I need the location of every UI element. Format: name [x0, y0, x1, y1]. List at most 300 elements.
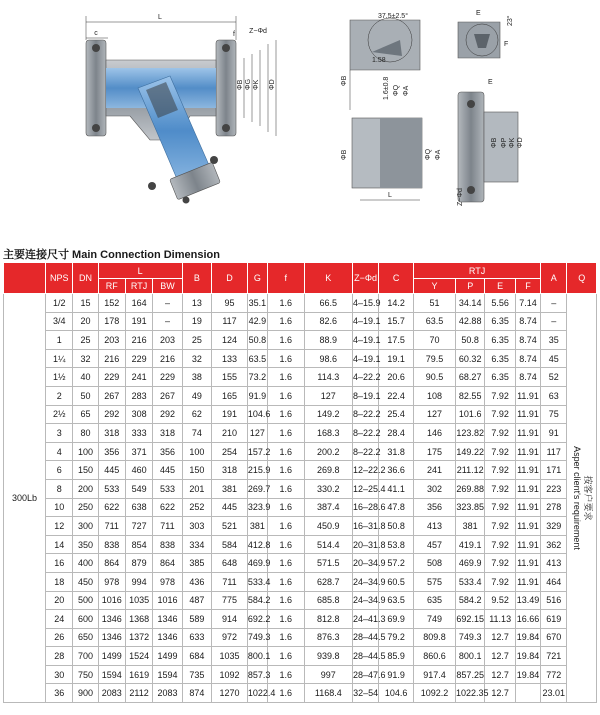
- table-cell: 19.84: [515, 628, 540, 647]
- table-cell: 69.9: [379, 610, 414, 629]
- table-cell: –: [541, 294, 567, 313]
- table-cell: 508: [413, 554, 455, 573]
- table-cell: 584: [212, 535, 248, 554]
- table-row: [4, 349, 597, 368]
- table-cell: 533.4: [455, 572, 484, 591]
- table-cell: 28–47.6: [352, 665, 378, 684]
- table-cell: 28.4: [379, 424, 414, 443]
- table-cell: 91: [541, 424, 567, 443]
- table-cell: 1016: [153, 591, 182, 610]
- table-cell: 6.35: [485, 349, 515, 368]
- table-cell: 229: [125, 349, 152, 368]
- table-cell: 127: [413, 405, 455, 424]
- table-cell: 16: [46, 554, 73, 573]
- table-cell: 330.2: [304, 479, 352, 498]
- header-cell: K: [304, 263, 352, 294]
- table-cell: 514.4: [304, 535, 352, 554]
- table-cell: 1092: [212, 665, 248, 684]
- table-cell: 42.9: [247, 312, 267, 331]
- table-cell: 269.8: [304, 461, 352, 480]
- table-cell: 7.92: [485, 461, 515, 480]
- table-cell: 117: [541, 442, 567, 461]
- table-cell: 171: [541, 461, 567, 480]
- table-cell: 16–28.6: [352, 498, 378, 517]
- table-cell: 157.2: [247, 442, 267, 461]
- table-cell: 1.6: [267, 479, 304, 498]
- table-cell: 1.6: [267, 368, 304, 387]
- table-cell: 1594: [153, 665, 182, 684]
- table-cell: 19.84: [515, 647, 540, 666]
- rtj-phiB-label: ΦB: [491, 137, 498, 148]
- table-cell: 900: [73, 684, 98, 703]
- table-cell: 20.6: [379, 368, 414, 387]
- table-cell: 200: [73, 479, 98, 498]
- table-row: [4, 405, 597, 424]
- table-cell: 101.6: [455, 405, 484, 424]
- rtj-z-label: Z−Φd: [457, 188, 464, 206]
- weld-end-detail: [341, 12, 420, 110]
- table-cell: 318: [153, 424, 182, 443]
- table-cell: 6.35: [485, 331, 515, 350]
- subheader-cell: F: [515, 279, 540, 294]
- table-cell: 12.7: [485, 647, 515, 666]
- table-cell: 445: [98, 461, 125, 480]
- table-cell: 1022.4: [247, 684, 267, 703]
- table-cell: 460: [125, 461, 152, 480]
- q-note-cn: 按客户要求: [582, 475, 593, 521]
- table-cell: 1½: [46, 368, 73, 387]
- table-row: [4, 498, 597, 517]
- table-cell: 1.6: [267, 684, 304, 703]
- table-cell: 11.91: [515, 405, 540, 424]
- rtj-groove-detail: [458, 10, 514, 58]
- table-cell: 692.2: [247, 610, 267, 629]
- strainer-main-view: [86, 14, 276, 204]
- table-cell: 18: [46, 572, 73, 591]
- table-cell: 216: [153, 349, 182, 368]
- table-cell: 711: [212, 572, 248, 591]
- table-cell: 721: [541, 647, 567, 666]
- table-cell: 175: [413, 442, 455, 461]
- table-cell: 11.91: [515, 461, 540, 480]
- table-cell: 165: [212, 386, 248, 405]
- table-cell: 381: [212, 479, 248, 498]
- table-cell: 3: [46, 424, 73, 443]
- table-cell: 4: [46, 442, 73, 461]
- table-cell: 114.3: [304, 368, 352, 387]
- table-row: [4, 479, 597, 498]
- table-cell: 749.3: [247, 628, 267, 647]
- table-cell: [515, 684, 540, 703]
- table-cell: 670: [541, 628, 567, 647]
- table-cell: 24: [46, 610, 73, 629]
- table-cell: 1.6: [267, 331, 304, 350]
- table-cell: 1.6: [267, 442, 304, 461]
- table-cell: 34.14: [455, 294, 484, 313]
- table-cell: 1.6: [267, 312, 304, 331]
- table-cell: 735: [182, 665, 211, 684]
- table-cell: 10: [46, 498, 73, 517]
- table-cell: 711: [153, 517, 182, 536]
- table-cell: 7.92: [485, 442, 515, 461]
- table-cell: 1346: [153, 610, 182, 629]
- table-cell: 516: [541, 591, 567, 610]
- table-row: [4, 535, 597, 554]
- table-cell: 20: [46, 591, 73, 610]
- table-cell: 1.6: [267, 572, 304, 591]
- table-cell: 300: [73, 517, 98, 536]
- table-cell: 914: [212, 610, 248, 629]
- table-cell: 323.85: [455, 498, 484, 517]
- table-cell: 362: [541, 535, 567, 554]
- table-cell: 11.91: [515, 517, 540, 536]
- table-cell: 100: [182, 442, 211, 461]
- table-row: [4, 517, 597, 536]
- rtj-E-label: E: [476, 10, 481, 17]
- table-cell: 333: [125, 424, 152, 443]
- table-header-row: [4, 263, 597, 279]
- table-cell: 356: [98, 442, 125, 461]
- table-cell: 267: [153, 386, 182, 405]
- table-cell: 53.8: [379, 535, 414, 554]
- table-cell: 308: [125, 405, 152, 424]
- table-cell: 972: [212, 628, 248, 647]
- table-cell: 864: [98, 554, 125, 573]
- table-cell: 32: [73, 349, 98, 368]
- table-cell: 75: [541, 405, 567, 424]
- table-cell: 413: [413, 517, 455, 536]
- subheader-cell: P: [455, 279, 484, 294]
- table-cell: 387.4: [304, 498, 352, 517]
- table-cell: 1499: [153, 647, 182, 666]
- subheader-cell: Y: [413, 279, 455, 294]
- table-cell: 1035: [125, 591, 152, 610]
- table-cell: 638: [125, 498, 152, 517]
- table-cell: 20–34.9: [352, 554, 378, 573]
- table-cell: 91.9: [247, 386, 267, 405]
- table-cell: 15: [73, 294, 98, 313]
- table-row: [4, 424, 597, 443]
- section-title: 主要连接尺寸 Main Connection Dimension: [3, 249, 220, 261]
- table-cell: 11.91: [515, 572, 540, 591]
- table-cell: 1168.4: [304, 684, 352, 703]
- rtj-angle-label: 23°: [507, 15, 514, 26]
- table-cell: 45: [541, 349, 567, 368]
- table-cell: 31.8: [379, 442, 414, 461]
- table-cell: 1.6: [267, 405, 304, 424]
- table-cell: 8: [46, 479, 73, 498]
- table-cell: 269.88: [455, 479, 484, 498]
- table-cell: 1346: [153, 628, 182, 647]
- table-cell: 57.2: [379, 554, 414, 573]
- table-cell: 1.6: [267, 647, 304, 666]
- table-cell: 6.35: [485, 312, 515, 331]
- table-cell: 772: [541, 665, 567, 684]
- table-cell: 692.15: [455, 610, 484, 629]
- table-row: [4, 684, 597, 703]
- table-cell: 12–22.2: [352, 461, 378, 480]
- table-cell: 3/4: [46, 312, 73, 331]
- table-cell: 50: [73, 386, 98, 405]
- dim-phiD-label: ΦD: [269, 79, 276, 90]
- table-cell: 82.6: [304, 312, 352, 331]
- table-cell: 22.4: [379, 386, 414, 405]
- header-cell: B: [182, 263, 211, 294]
- table-cell: 254: [212, 442, 248, 461]
- table-cell: –: [541, 312, 567, 331]
- table-cell: 1: [46, 331, 73, 350]
- table-row: [4, 312, 597, 331]
- table-cell: 589: [182, 610, 211, 629]
- table-row: [4, 368, 597, 387]
- table-cell: 11.91: [515, 535, 540, 554]
- table-row: [4, 386, 597, 405]
- table-cell: 1.6: [267, 554, 304, 573]
- root-face-label: 1.58: [372, 57, 386, 64]
- header-cell: Q: [567, 263, 597, 294]
- table-cell: 4–19.1: [352, 312, 378, 331]
- rtj-flange-section: [457, 79, 524, 206]
- header-cell: D: [212, 263, 248, 294]
- table-cell: 6.35: [485, 368, 515, 387]
- phiB-rf-label: ΦB: [341, 149, 348, 160]
- table-cell: 124: [212, 331, 248, 350]
- table-cell: 62: [182, 405, 211, 424]
- table-cell: 16–31.8: [352, 517, 378, 536]
- table-cell: 1499: [98, 647, 125, 666]
- table-cell: 318: [212, 461, 248, 480]
- table-cell: 635: [413, 591, 455, 610]
- table-cell: 381: [455, 517, 484, 536]
- table-cell: 23.01: [541, 684, 567, 703]
- table-cell: 302: [413, 479, 455, 498]
- table-cell: 419.1: [455, 535, 484, 554]
- table-cell: 323.9: [247, 498, 267, 517]
- table-cell: 191: [212, 405, 248, 424]
- table-cell: 413: [541, 554, 567, 573]
- table-cell: 223: [541, 479, 567, 498]
- table-cell: 24–41.3: [352, 610, 378, 629]
- table-cell: 8–22.2: [352, 405, 378, 424]
- table-row: [4, 331, 597, 350]
- table-cell: 155: [212, 368, 248, 387]
- table-cell: 241: [125, 368, 152, 387]
- table-cell: 13: [182, 294, 211, 313]
- table-cell: 4–22.2: [352, 368, 378, 387]
- table-cell: 30: [46, 665, 73, 684]
- table-cell: 445: [212, 498, 248, 517]
- table-cell: 749: [413, 610, 455, 629]
- table-cell: 117: [212, 312, 248, 331]
- table-cell: 371: [125, 442, 152, 461]
- table-cell: 229: [98, 368, 125, 387]
- table-cell: 7.92: [485, 424, 515, 443]
- table-cell: 35: [541, 331, 567, 350]
- table-cell: 464: [541, 572, 567, 591]
- table-cell: 133: [212, 349, 248, 368]
- table-cell: 26: [46, 628, 73, 647]
- table-cell: 2083: [98, 684, 125, 703]
- table-cell: 7.92: [485, 517, 515, 536]
- phiA-rf-label: ΦA: [435, 149, 442, 160]
- rtj-F-label: F: [504, 41, 509, 48]
- table-cell: 52: [541, 368, 567, 387]
- table-cell: 79.5: [413, 349, 455, 368]
- table-cell: 7.92: [485, 386, 515, 405]
- table-cell: 684: [182, 647, 211, 666]
- table-cell: 250: [73, 498, 98, 517]
- table-cell: 36.6: [379, 461, 414, 480]
- table-cell: 201: [182, 479, 211, 498]
- table-cell: 12–25.4: [352, 479, 378, 498]
- table-cell: 164: [125, 294, 152, 313]
- table-cell: 864: [153, 554, 182, 573]
- table-cell: 252: [182, 498, 211, 517]
- table-cell: 100: [73, 442, 98, 461]
- table-cell: 350: [73, 535, 98, 554]
- table-cell: 25: [182, 331, 211, 350]
- phiQ-rf-label: ΦQ: [425, 148, 432, 160]
- table-row: [4, 610, 597, 629]
- table-cell: 80: [73, 424, 98, 443]
- table-cell: –: [153, 312, 182, 331]
- subheader-cell: E: [485, 279, 515, 294]
- table-cell: 200.2: [304, 442, 352, 461]
- table-cell: 997: [304, 665, 352, 684]
- table-cell: 9.52: [485, 591, 515, 610]
- table-cell: 1594: [98, 665, 125, 684]
- table-cell: 1035: [212, 647, 248, 666]
- table-cell: 32: [182, 349, 211, 368]
- table-cell: 1524: [125, 647, 152, 666]
- table-cell: 73.2: [247, 368, 267, 387]
- root-gap-label: 1.6±0.8: [383, 76, 390, 100]
- table-cell: 727: [125, 517, 152, 536]
- table-cell: 978: [153, 572, 182, 591]
- table-cell: 127: [304, 386, 352, 405]
- table-cell: 11.91: [515, 442, 540, 461]
- table-cell: 40: [73, 368, 98, 387]
- table-cell: 5.56: [485, 294, 515, 313]
- table-cell: 1.6: [267, 424, 304, 443]
- table-cell: 50.8: [247, 331, 267, 350]
- table-cell: 211.12: [455, 461, 484, 480]
- table-cell: 63.5: [413, 312, 455, 331]
- table-cell: 85.9: [379, 647, 414, 666]
- table-cell: 35.1: [247, 294, 267, 313]
- table-cell: 584.2: [247, 591, 267, 610]
- table-cell: 1346: [98, 628, 125, 647]
- table-cell: 487: [182, 591, 211, 610]
- table-cell: 123.82: [455, 424, 484, 443]
- table-cell: 1.6: [267, 498, 304, 517]
- table-cell: 334: [182, 535, 211, 554]
- table-cell: 1/2: [46, 294, 73, 313]
- table-cell: 215.9: [247, 461, 267, 480]
- table-cell: 619: [541, 610, 567, 629]
- technical-drawing: [0, 0, 600, 240]
- dim-f-label: f: [233, 31, 235, 38]
- rtj-phiK-label: ΦK: [509, 137, 516, 148]
- table-cell: 400: [73, 554, 98, 573]
- dim-L-label: L: [158, 14, 162, 21]
- table-cell: 63.5: [247, 349, 267, 368]
- rtj-E2-label: E: [488, 79, 493, 86]
- table-cell: 521: [212, 517, 248, 536]
- table-cell: 7.92: [485, 572, 515, 591]
- table-cell: 191: [125, 312, 152, 331]
- pressure-class-cell: 300Lb: [4, 294, 46, 703]
- table-cell: 24–34.9: [352, 572, 378, 591]
- table-cell: 28: [46, 647, 73, 666]
- table-cell: 1346: [98, 610, 125, 629]
- table-cell: 978: [98, 572, 125, 591]
- table-cell: 700: [73, 647, 98, 666]
- header-cell: Z−Φd: [352, 263, 378, 294]
- table-cell: 79.2: [379, 628, 414, 647]
- table-cell: 14.2: [379, 294, 414, 313]
- table-cell: 450: [73, 572, 98, 591]
- table-cell: 11.91: [515, 479, 540, 498]
- header-cell: A: [541, 263, 567, 294]
- header-class-cell: [4, 263, 46, 294]
- table-cell: 857.25: [455, 665, 484, 684]
- table-cell: 19.1: [379, 349, 414, 368]
- table-cell: 95: [212, 294, 248, 313]
- table-cell: 47.8: [379, 498, 414, 517]
- table-row: [4, 294, 597, 313]
- phiQ-label: ΦQ: [393, 84, 400, 96]
- table-cell: 19: [182, 312, 211, 331]
- table-cell: 11.91: [515, 554, 540, 573]
- table-cell: 152: [98, 294, 125, 313]
- table-cell: 1.6: [267, 294, 304, 313]
- header-cell: f: [267, 263, 304, 294]
- table-cell: –: [153, 294, 182, 313]
- table-cell: 241: [413, 461, 455, 480]
- table-cell: 12.7: [485, 628, 515, 647]
- table-cell: 267: [98, 386, 125, 405]
- header-cell: RTJ: [413, 263, 540, 279]
- table-cell: 82.55: [455, 386, 484, 405]
- header-cell: G: [247, 263, 267, 294]
- table-cell: 24–34.9: [352, 591, 378, 610]
- q-note-cell: [567, 294, 597, 703]
- rtj-phiD-label: ΦD: [517, 137, 524, 148]
- table-cell: 63: [541, 386, 567, 405]
- table-cell: 469.9: [455, 554, 484, 573]
- table-cell: 584.2: [455, 591, 484, 610]
- table-cell: 809.8: [413, 628, 455, 647]
- table-cell: 20: [73, 312, 98, 331]
- table-cell: 469.9: [247, 554, 267, 573]
- table-cell: 874: [182, 684, 211, 703]
- table-cell: 11.13: [485, 610, 515, 629]
- table-cell: 812.8: [304, 610, 352, 629]
- table-cell: 622: [98, 498, 125, 517]
- table-cell: 1.6: [267, 665, 304, 684]
- angle-label: 37.5±2.5°: [378, 13, 408, 20]
- table-cell: 108: [413, 386, 455, 405]
- table-cell: 4–15.9: [352, 294, 378, 313]
- subheader-cell: RTJ: [125, 279, 152, 294]
- table-row: [4, 572, 597, 591]
- table-cell: 994: [125, 572, 152, 591]
- table-cell: 63.5: [379, 591, 414, 610]
- table-cell: 7.92: [485, 554, 515, 573]
- table-cell: 917.4: [413, 665, 455, 684]
- table-cell: 229: [153, 368, 182, 387]
